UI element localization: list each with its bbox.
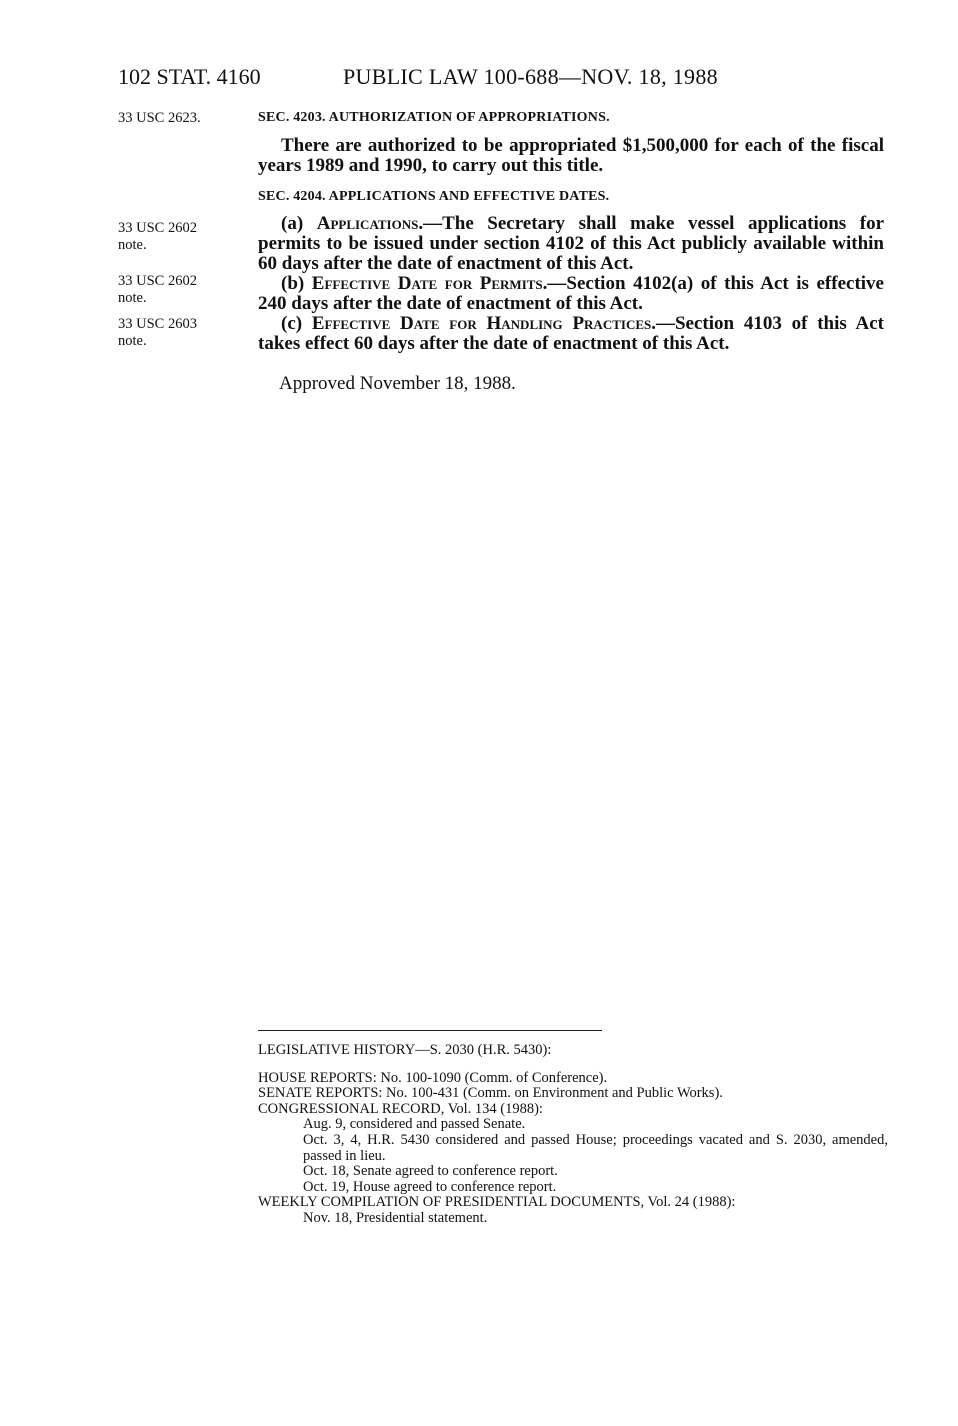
record-entry: Oct. 19, House agreed to conference report. [303, 1178, 557, 1195]
section-paragraph [258, 136, 884, 176]
stat-page-number: 102 STAT. 4160 [118, 64, 261, 89]
subsection-c [258, 314, 884, 354]
subsection-text: —Section 4102(a) of this Act is effective 240 days after the date of enactment of this Act. [258, 273, 884, 314]
divider-rule [258, 1030, 602, 1031]
margin-note: 33 USC 2602 note. [118, 273, 197, 306]
subsection-label: (c) [281, 313, 312, 334]
record-entry: Oct. 18, Senate agreed to conference report. [303, 1163, 558, 1180]
record-entry: Aug. 9, considered and passed Senate. [303, 1116, 526, 1133]
weekly-compilation-entry: Nov. 18, Presidential statement. [303, 1209, 488, 1226]
subsection-title: Applications. [316, 213, 424, 234]
house-reports-line: HOUSE REPORTS: No. 100-1090 (Comm. of Conference). [258, 1069, 608, 1086]
senate-reports-line: SENATE REPORTS: No. 100-431 (Comm. on Environment and Public Works). [258, 1085, 723, 1102]
section-heading: SEC. 4203. AUTHORIZATION OF APPROPRIATIONS. [258, 110, 610, 125]
running-head-title: PUBLIC LAW 100-688—NOV. 18, 1988 [343, 64, 718, 89]
subsection-a [258, 214, 884, 274]
weekly-compilation-line: WEEKLY COMPILATION OF PRESIDENTIAL DOCUMENTS, Vol. 24 (1988): [258, 1194, 736, 1211]
legislative-history [258, 1043, 888, 1227]
margin-note: 33 USC 2623. [118, 110, 201, 126]
subsection-label: (b) [281, 273, 312, 294]
legislative-history-title: LEGISLATIVE HISTORY—S. 2030 (H.R. 5430): [258, 1042, 552, 1058]
subsection-text: —Section 4103 of this Act takes effect 60 days after the date of enactment of this Act. [258, 313, 884, 354]
subsection-text: —The Secretary shall make vessel applications for permits to be issued under section 4102 of this Act publicly available within 60 days after the date of enactment of this Act. [258, 213, 885, 274]
paragraph-text: There are authorized to be appropriated $1,500,000 for each of the fiscal years 1989 and 1990, to carry out this title. [258, 135, 884, 176]
subsection-title: Effective Date for Handling Practices. [311, 313, 656, 334]
congressional-record-line: CONGRESSIONAL RECORD, Vol. 134 (1988): [258, 1100, 543, 1117]
record-entry: Oct. 3, 4, H.R. 5430 considered and passed House; proceedings vacated and S. 2030, amended, passed in lieu. [303, 1131, 888, 1164]
margin-note: 33 USC 2602 note. [118, 220, 197, 253]
subsection-b [258, 274, 884, 314]
section-heading: SEC. 4204. APPLICATIONS AND EFFECTIVE DATES. [258, 189, 610, 204]
margin-note: 33 USC 2603 note. [118, 316, 197, 349]
approval-line: Approved November 18, 1988. [279, 373, 516, 394]
subsection-title: Effective Date for Permits. [311, 273, 548, 294]
subsection-label: (a) [281, 213, 317, 234]
